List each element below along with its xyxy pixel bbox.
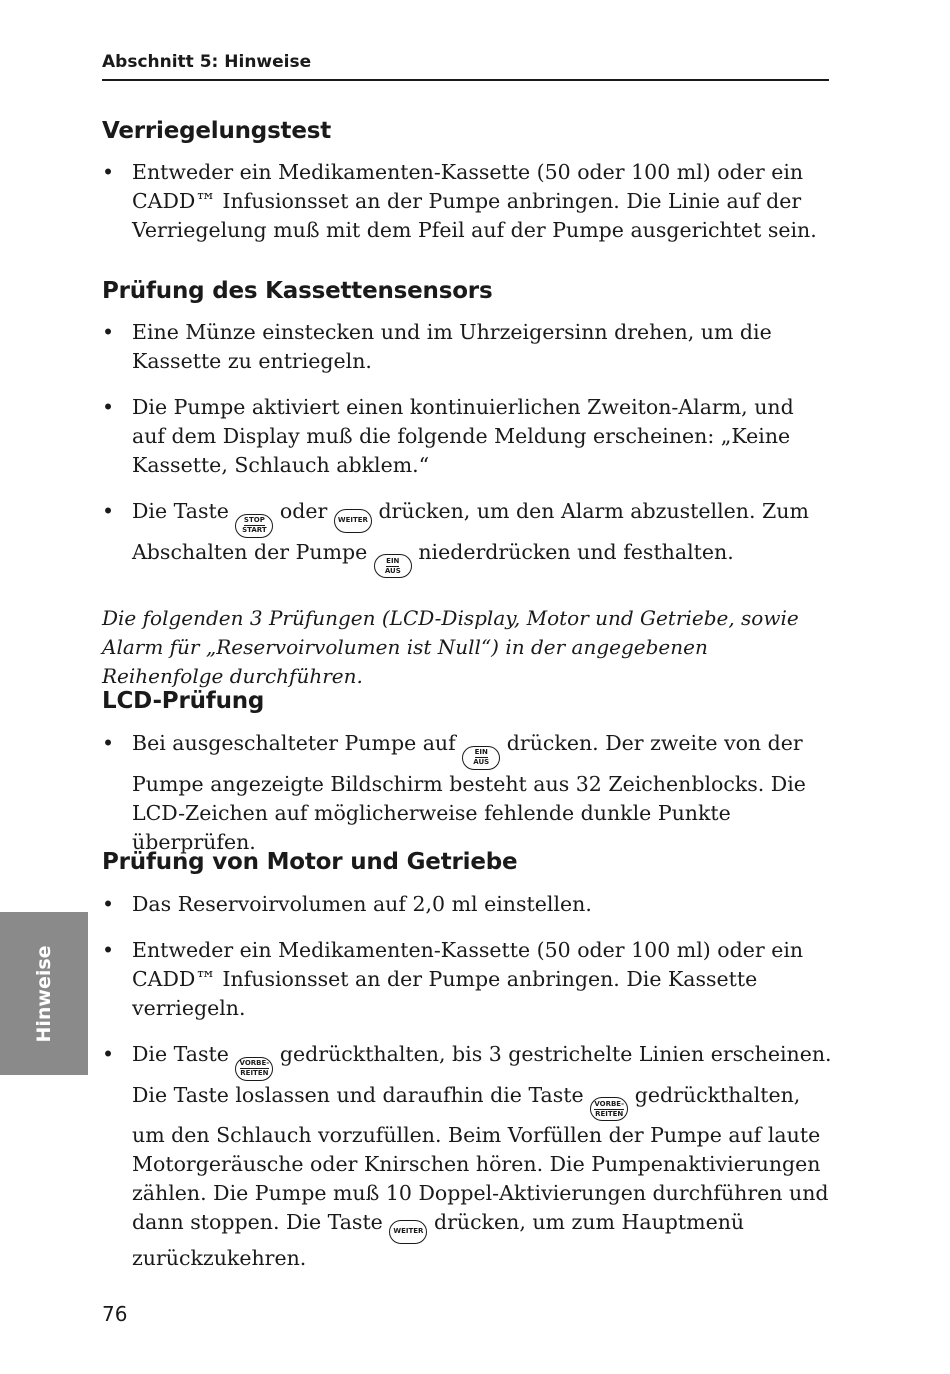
text-segment: niederdrücken und festhalten. <box>418 539 734 564</box>
heading-motor-getriebe: Prüfung von Motor und Getriebe <box>102 849 518 875</box>
weiter-key-icon: WEITER <box>334 509 372 533</box>
vorbereiten-key-icon: VORBE- REITEN <box>590 1097 628 1121</box>
list-item: • Entweder ein Medikamenten-Kassette (50 oder 100 ml) oder ein CADD™ Infusionsset an der Pumpe anbringen. Die Linie auf der Verriegelung muß mit dem Pfeil auf der Pumpe ausgerichtet sein. <box>102 158 832 245</box>
text-segment: Bei ausgeschalteter Pumpe auf <box>132 731 456 755</box>
section-thumb-tab <box>0 912 88 1075</box>
text-segment: Die Taste <box>132 499 229 523</box>
vorbereiten-key-icon: VORBE- REITEN <box>235 1057 273 1081</box>
list-item: • Das Reservoirvolumen auf 2,0 ml einstellen. <box>102 890 832 919</box>
list-item <box>102 497 832 578</box>
list-item <box>102 729 832 857</box>
list-item: • Entweder ein Medikamenten-Kassette (50 oder 100 ml) oder ein CADD™ Infusionsset an der Pumpe anbringen. Die Kassette verriegeln. <box>102 936 832 1023</box>
text-segment: oder <box>279 499 328 523</box>
heading-lcd-pruefung: LCD-Prüfung <box>102 688 265 714</box>
text-segment: drücken, um den Alarm abzustellen. Zum Abschalten der Pumpe <box>132 499 809 564</box>
motor-list <box>102 890 832 1290</box>
text-segment: drücken, um zum Hauptmenü zurückzukehren. <box>132 1210 745 1270</box>
verriegelung-list <box>102 158 832 262</box>
side-tab-label: Hinweise <box>33 944 55 1043</box>
page-number: 76 <box>102 1302 128 1326</box>
ein-aus-key-icon: EIN AUS <box>462 746 500 770</box>
heading-kassettensensor: Prüfung des Kassettensensors <box>102 278 493 304</box>
stop-start-key-icon: STOP START <box>235 514 273 538</box>
text-segment: drücken. Der zweite von der Pumpe angezeigte Bildschirm besteht aus 32 Zeichenblocks. Die LCD-Zeichen auf möglicherweise fehlende dunkle Punkte überprüfen. <box>132 731 806 854</box>
sequence-note: Die folgenden 3 Prüfungen (LCD-Display, Motor und Getriebe, sowie Alarm für „Reservoirvolumen ist Null“) in der angegebenen Reihenfolge durchführen. <box>102 606 799 688</box>
text-segment: gedrückthalten, um den Schlauch vorzufüllen. Beim Vorfüllen der Pumpe auf laute Motorgeräusche oder Knirschen hören. Die Pumpenaktivierungen zählen. Die Pumpe muß 10 Doppel-Aktivierungen durchführen und dann stoppen. Die Taste <box>132 1082 829 1234</box>
weiter-key-icon: WEITER <box>389 1220 427 1244</box>
text-segment: Die Taste <box>132 1042 229 1066</box>
ein-aus-key-icon: EIN AUS <box>374 554 412 578</box>
list-item: • Die Pumpe aktiviert einen kontinuierlichen Zweiton-Alarm, und auf dem Display muß die folgende Meldung erscheinen: „Keine Kassette, Schlauch abklem.“ <box>102 393 832 480</box>
heading-verriegelungstest: Verriegelungstest <box>102 118 332 144</box>
kassettensensor-list <box>102 318 832 595</box>
running-head: Abschnitt 5: Hinweise <box>102 52 829 81</box>
list-item <box>102 1040 832 1273</box>
list-item: • Eine Münze einstecken und im Uhrzeigersinn drehen, um die Kassette zu entriegeln. <box>102 318 832 376</box>
text-segment: gedrückthalten, bis 3 gestrichelte Linien erscheinen. Die Taste loslassen und daraufhin die Taste <box>132 1042 832 1107</box>
